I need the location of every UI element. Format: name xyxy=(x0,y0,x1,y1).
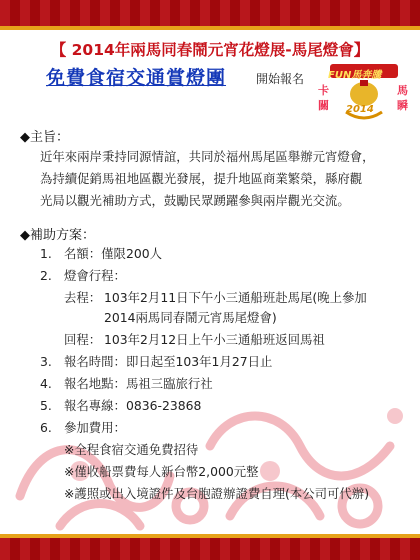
plan-item-itinerary xyxy=(40,266,126,284)
go-trip-line-2: 2014兩馬同春鬧元宵馬尾燈會) xyxy=(104,310,277,325)
fee-note-ferry: ※僅收船票費每人新台幣2,000元整 xyxy=(64,464,259,479)
item-text: 名額：僅限200人 xyxy=(64,246,162,261)
bottom-border xyxy=(0,534,420,560)
item-text: 燈會行程： xyxy=(64,268,126,283)
top-border xyxy=(0,0,420,30)
plan-item-fees xyxy=(40,418,126,436)
purpose-paragraph xyxy=(40,146,412,212)
return-trip-line: 103年2月12日上午小三通船班返回馬祖 xyxy=(104,332,325,347)
item-text: 報名時間：即日起至103年1月27日止 xyxy=(64,354,273,369)
item-text[interactable]: 報名專線：0836-23868 xyxy=(64,398,202,413)
item-text: 報名地點：馬祖三臨旅行社 xyxy=(64,376,213,391)
item-number: 4. xyxy=(40,376,52,391)
plan-item-registration-time xyxy=(40,352,272,370)
plan-item-quota xyxy=(40,244,162,262)
item-number: 1. xyxy=(40,246,52,261)
fun-horse-logo xyxy=(316,64,412,122)
registration-open-note: 開始報名 xyxy=(256,72,305,86)
logo-signature: 2014 xyxy=(346,104,374,115)
purpose-line: 為持續促銷馬祖地區觀光發展，提升地區商業繁榮，縣府觀 xyxy=(40,171,363,186)
tour-subtitle[interactable]: 免費食宿交通賞燈團 xyxy=(46,67,227,89)
logo-right-char-2: 瞬 xyxy=(397,99,408,112)
logo-left-char-1: 卡 xyxy=(318,84,329,97)
purpose-line: 近年來兩岸秉持同源情誼，共同於福州馬尾區舉辦元宵燈會， xyxy=(40,149,375,164)
logo-right-char-1: 馬 xyxy=(397,84,408,97)
purpose-heading: ◆主旨： xyxy=(20,130,69,145)
fee-note-documents: ※護照或出入境證件及台胞證辦證費自理(本公司可代辦) xyxy=(64,486,370,501)
plan-item-hotline xyxy=(40,396,201,414)
item-number: 5. xyxy=(40,398,52,413)
fee-note-free: ※全程食宿交通免費招待 xyxy=(64,442,199,457)
item-text: 參加費用： xyxy=(64,420,126,435)
logo-top-text: FUN馬奔騰 xyxy=(328,70,382,81)
plan-item-registration-place xyxy=(40,374,213,392)
purpose-line: 光局以觀光補助方式，鼓勵民眾踴躍參與兩岸觀光交流。 xyxy=(40,193,350,208)
plan-heading: ◆補助方案： xyxy=(20,228,95,243)
return-trip-label: 回程： xyxy=(64,332,102,347)
page-title: 【 2014年兩馬同春鬧元宵花燈展-馬尾燈會】 xyxy=(50,41,370,59)
item-number: 6. xyxy=(40,420,52,435)
go-trip-line-1: 103年2月11日下午小三通船班赴馬尾(晚上參加 xyxy=(104,290,367,305)
item-number: 2. xyxy=(40,268,52,283)
logo-left-char-2: 關 xyxy=(318,99,329,112)
item-number: 3. xyxy=(40,354,52,369)
go-trip-label: 去程： xyxy=(64,290,102,305)
